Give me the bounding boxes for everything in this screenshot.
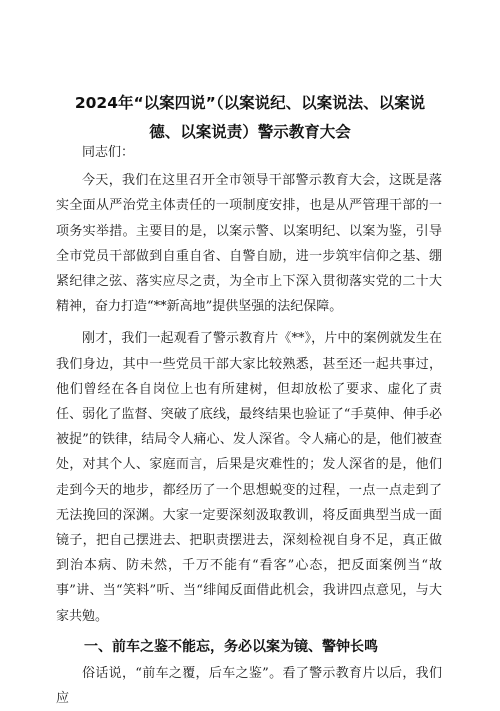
- section-paragraph: 俗话说，“前车之覆，后车之鉴”。看了警示教育片以后，我们应: [56, 665, 442, 707]
- body-paragraph: 刚才，我们一起观看了警示教育片《**》，片中的案例就发生在我们身边，其中一些党员干部大家比较熟悉，甚至还一起共事过，他们曾经在各自岗位上也有所建树，但却放松了要求、虚化了责任、弱化了监督、突破了底线，最终结果也验证了“手莫伸、伸手必被捉”的铁律，结局令人痛心、发人深省。令人痛心的是，他们被查处，对其个人、家庭而言，后果是灾难性的；发人深省的是，他们走到今天的地步，都经历了一个思想蜕变的过程，一点一点走到了无法挽回的深渊。大家一定要深刻汲取教训，将反面典型当成一面镜子，把自己摆进去、把职责摆进去，深刻检视自身不足，真正做到治本病、防未然，千万不能有“看客”心态，把反面案例当“故事”讲、当“笑料”听、当“绯闻反面借此机会，我讲四点意见，与大家共勉。: [56, 331, 442, 624]
- document-title: 2024年“以案四说”（以案说纪、以案说法、以案说德、以案说责）警示教育大会: [74, 94, 426, 141]
- section-heading: 一、前车之鉴不能忘，务必以案为镜、警钟长鸣: [84, 638, 378, 655]
- salutation: 同志们：: [82, 145, 135, 160]
- document-body: [56, 140, 442, 711]
- body-paragraph: 今天，我们在这里召开全市领导干部警示教育大会，这既是落实全面从严治党主体责任的一项制度安排，也是从严管理干部的一项务实举措。主要目的是，以案示警、以案明纪、以案为鉴，引导全市党员干部做到自重自省、自警自励，进一步筑牢信仰之基、绷紧纪律之弦、落实应尽之责，为全市上下深入贯彻落实党的二十大精神，奋力打造“**新高地”提供坚强的法纪保障。: [56, 173, 442, 315]
